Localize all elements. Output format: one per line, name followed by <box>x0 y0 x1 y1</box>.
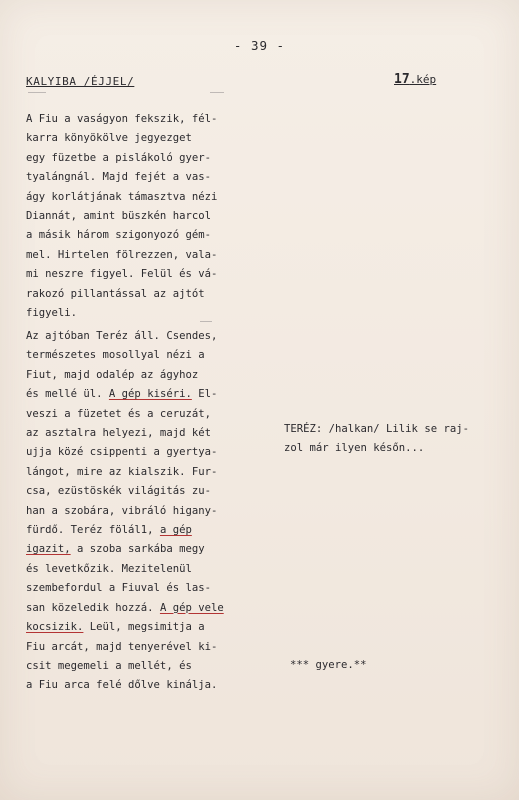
text-line <box>26 618 246 637</box>
camera-direction: A gép kiséri. <box>108 388 192 401</box>
dialogue-cue: *** gyere.** <box>290 659 367 671</box>
text-line: Fiut, majd odalép az ágyhoz <box>26 368 199 381</box>
text-line: Diannát, amint büszkén harcol <box>26 210 211 223</box>
text-line: a Fiu arca felé dőlve kinálja. <box>26 679 218 692</box>
scene-number-suffix: .kép <box>409 73 437 86</box>
text-line: csa, ezüstöskék világitás zu- <box>26 485 211 498</box>
scene-title: KALYIBA /ÉJJEL/ <box>26 75 135 88</box>
page-number: - 39 - <box>233 38 286 53</box>
stage-direction-paragraph-2 <box>26 327 246 696</box>
text-line <box>26 540 246 559</box>
text-segment: El- <box>191 388 218 401</box>
stage-direction-paragraph-1 <box>26 110 246 323</box>
dialogue-line: zol már ilyen későn... <box>284 442 425 455</box>
text-line: tyalángnál. Majd fejét a vas- <box>26 171 211 184</box>
text-line: természetes mosollyal nézi a <box>26 349 205 362</box>
text-line: ujja közé csippenti a gyertya- <box>26 446 218 459</box>
text-segment: és mellé ül. <box>26 388 109 401</box>
dialogue-line: TERÉZ: /halkan/ Lilik se raj- <box>284 423 469 435</box>
text-segment: a szoba sarkába megy <box>70 543 205 556</box>
text-line <box>26 385 246 404</box>
text-line: veszi a füzetet és a ceruzát, <box>26 407 211 420</box>
text-line <box>26 599 246 618</box>
text-line: Az ajtóban Teréz áll. Csendes, <box>26 330 218 342</box>
camera-direction: kocsizik. <box>26 621 84 634</box>
text-line: karra könyökölve jegyezget <box>26 132 192 145</box>
scene-number-value: 17 <box>394 72 410 87</box>
text-line: ágy korlátjának támasztva nézi <box>26 190 218 203</box>
camera-direction: igazit, <box>26 543 71 556</box>
text-line: mi neszre figyel. Felül és vá- <box>26 268 218 281</box>
camera-direction: A gép vele <box>159 601 224 614</box>
text-line <box>26 521 246 540</box>
pencil-mark <box>210 92 224 93</box>
text-line: az asztalra helyezi, majd két <box>26 427 211 440</box>
text-line: Fiu arcát, majd tenyerével ki- <box>26 640 218 653</box>
text-line: rakozó pillantással az ajtót <box>26 287 205 300</box>
text-line: figyeli. <box>26 307 78 320</box>
text-segment: san közeledik hozzá. <box>26 601 160 614</box>
camera-direction: a gép <box>159 524 192 537</box>
text-line: A Fiu a vaságyon fekszik, fél- <box>26 113 218 125</box>
text-segment: Leül, megsimitja a <box>83 621 205 634</box>
text-line: lángot, mire az kialszik. Fur- <box>26 465 218 478</box>
text-line: han a szobára, vibráló higany- <box>26 504 218 517</box>
text-segment: fürdő. Teréz fölál1, <box>26 524 160 537</box>
text-line: mel. Hirtelen fölrezzen, vala- <box>26 248 218 261</box>
scene-number <box>394 72 436 87</box>
text-line: a másik három szigonyozó gém- <box>26 229 211 242</box>
text-line: és levetkőzik. Mezitelenül <box>26 562 192 575</box>
text-line: egy füzetbe a pislákoló gyer- <box>26 151 211 164</box>
pencil-mark <box>28 92 46 93</box>
text-line: csit megemeli a mellét, és <box>26 659 192 672</box>
text-line: szembefordul a Fiuval és las- <box>26 582 211 595</box>
dialogue-block <box>284 420 509 459</box>
